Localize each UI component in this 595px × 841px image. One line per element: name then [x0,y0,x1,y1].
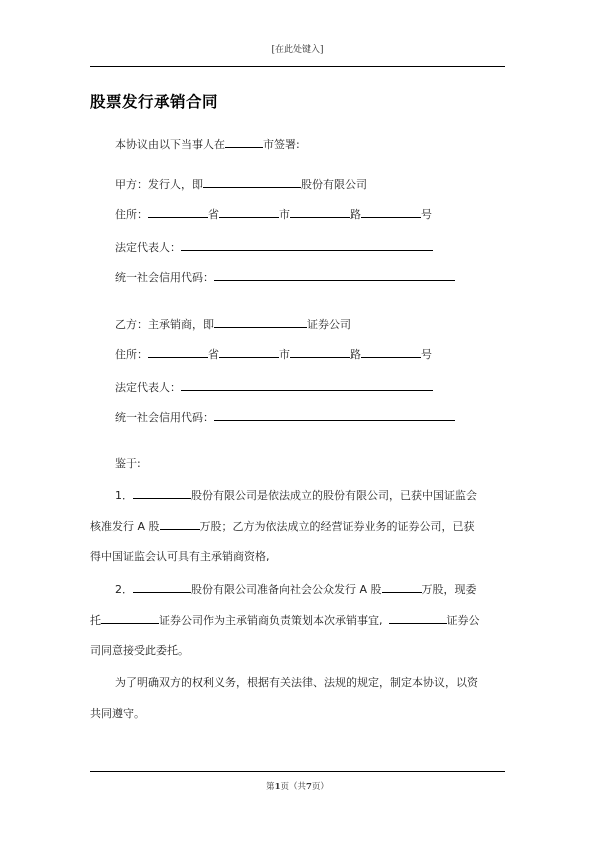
address-blank[interactable] [290,346,350,358]
party-a-address [90,206,505,223]
party-a-line [90,176,505,193]
item-text: 证券公司作为主承销商负责策划本次承销事宜, [159,614,383,627]
address-blank[interactable] [290,206,350,218]
item-text: 万股；乙方为依法成立的经营证券业务的证券公司，已获 [199,520,475,533]
whereas-item1-line3: 得中国证监会认可具有主承销商资格, [90,550,270,563]
item-number: 1． [115,489,133,502]
item-text: 托 [90,614,101,627]
footer-prefix: 第 [266,782,275,792]
shares-blank[interactable] [160,518,200,530]
city-blank[interactable] [225,136,263,148]
page-header: [在此处键入] [271,45,324,55]
item-text: 股份有限公司是依法成立的股份有限公司，已获中国证监会 [191,489,477,502]
address-blank[interactable] [148,206,208,218]
number-label: 号 [421,348,432,361]
party-b-address [90,346,505,363]
item-number: 2． [115,583,133,596]
legal-rep-blank[interactable] [181,379,433,391]
underwriter-blank[interactable] [389,612,447,624]
party-a-name-blank[interactable] [203,176,301,188]
party-b-name-blank[interactable] [214,316,307,328]
address-blank[interactable] [219,346,279,358]
legal-rep-label: 法定代表人： [115,241,181,254]
whereas-label: 鉴于: [115,457,141,470]
item-text: 万股，现委 [421,583,477,596]
closing-line1: 为了明确双方的权利义务，根据有关法律、法规的规定，制定本协议，以资 [115,676,478,689]
party-a-label: 甲方：发行人，即 [115,178,203,191]
closing-line2: 共同遵守。 [90,707,145,720]
address-blank[interactable] [361,346,421,358]
road-label: 路 [350,208,361,221]
party-b-label: 乙方：主承销商，即 [115,318,214,331]
party-b-line [90,316,505,333]
credit-code-blank[interactable] [214,269,455,281]
province-label: 省 [208,208,219,221]
party-a-company-suffix: 股份有限公司 [301,178,367,191]
issuer-blank[interactable] [133,487,191,499]
credit-code-label: 统一社会信用代码： [115,411,214,424]
party-b-legal-rep [90,379,505,396]
whereas-item2-line1 [90,581,505,598]
legal-rep-label: 法定代表人： [115,381,181,394]
item-text: 证券公 [446,614,480,627]
whereas-item2-line2 [90,612,505,629]
city-label: 市 [279,208,290,221]
address-label: 住所： [115,348,148,361]
intro-line [90,136,505,153]
number-label: 号 [421,208,432,221]
address-blank[interactable] [219,206,279,218]
footer-suffix: 页） [311,782,329,792]
underwriter-blank[interactable] [101,612,159,624]
province-label: 省 [208,348,219,361]
legal-rep-blank[interactable] [181,239,433,251]
document-title: 股票发行承销合同 [90,93,219,111]
page-number: 1 [274,782,281,792]
city-label: 市 [279,348,290,361]
footer-rule [90,771,505,772]
party-a-credit-code [90,269,505,286]
header-rule [90,66,505,67]
address-blank[interactable] [361,206,421,218]
address-label: 住所： [115,208,148,221]
party-b-company-suffix: 证券公司 [307,318,351,331]
whereas-item2-line3: 司同意接受此委托。 [90,644,189,657]
whereas-item1-line2 [90,518,505,535]
party-a-legal-rep [90,239,505,256]
footer-mid: 页（共 [280,782,306,792]
credit-code-blank[interactable] [214,409,455,421]
shares-blank[interactable] [382,581,422,593]
item-text: 核准发行 A 股 [90,520,160,533]
item-text: 股份有限公司准备向社会公众发行 A 股 [191,583,382,596]
page-footer [0,780,595,792]
issuer-blank[interactable] [133,581,191,593]
intro-text: 本协议由以下当事人在 [115,138,225,151]
intro-suffix: 市签署: [263,138,300,151]
road-label: 路 [350,348,361,361]
credit-code-label: 统一社会信用代码： [115,271,214,284]
whereas-item1-line1 [90,487,505,504]
party-b-credit-code [90,409,505,426]
page-total: 7 [306,782,312,792]
address-blank[interactable] [148,346,208,358]
